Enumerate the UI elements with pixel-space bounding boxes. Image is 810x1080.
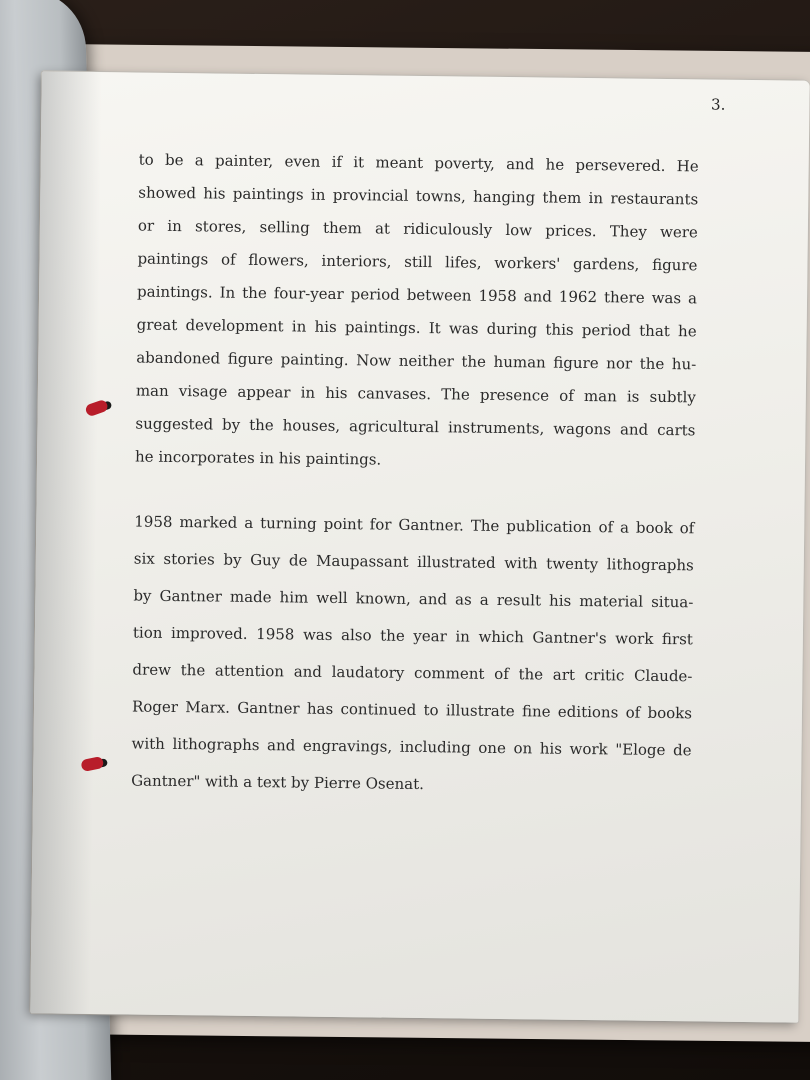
- text-line: Roger Marx. Gantner has continued to illustrate fine editions of books: [131, 697, 693, 723]
- text-line: showed his paintings in provincial towns, hanging them in restaurants: [138, 183, 699, 209]
- text-line: Gantner" with a text by Pierre Osenat.: [131, 771, 425, 794]
- text-line: 1958 marked a turning point for Gantner. The publication of a book of: [134, 512, 695, 538]
- paragraph-2: [131, 512, 695, 794]
- text-line: to be a painter, even if it meant poverty, and he persevered. He: [138, 150, 699, 176]
- paragraph-1: [134, 150, 699, 469]
- text-line: tion improved. 1958 was also the year in which Gantner's work first: [132, 623, 694, 649]
- document-page: [30, 71, 809, 1022]
- text-line: by Gantner made him well known, and as a result his material situa-: [133, 586, 694, 612]
- text-line: suggested by the houses, agricultural instruments, wagons and carts: [135, 414, 696, 440]
- text-line: great development in his paintings. It was during this period that he: [136, 315, 697, 341]
- text-line: paintings of flowers, interiors, still lifes, workers' gardens, figure: [137, 249, 698, 275]
- page-gutter-shadow: [30, 71, 102, 1014]
- text-line: man visage appear in his canvases. The presence of man is subtly: [135, 381, 696, 407]
- text-line: with lithographs and engravings, including one on his work "Eloge de: [131, 734, 692, 760]
- text-line: drew the attention and laudatory comment of the art critic Claude-: [132, 660, 693, 686]
- text-line: or in stores, selling them at ridiculously low prices. They were: [137, 216, 698, 242]
- text-line: six stories by Guy de Maupassant illustrated with twenty lithographs: [133, 549, 694, 575]
- text-line: paintings. In the four-year period between 1958 and 1962 there was a: [136, 282, 698, 308]
- text-line: abandoned figure painting. Now neither the human figure nor the hu-: [136, 348, 697, 374]
- page-number: 3.: [711, 95, 726, 114]
- text-line: he incorporates in his paintings.: [134, 447, 382, 469]
